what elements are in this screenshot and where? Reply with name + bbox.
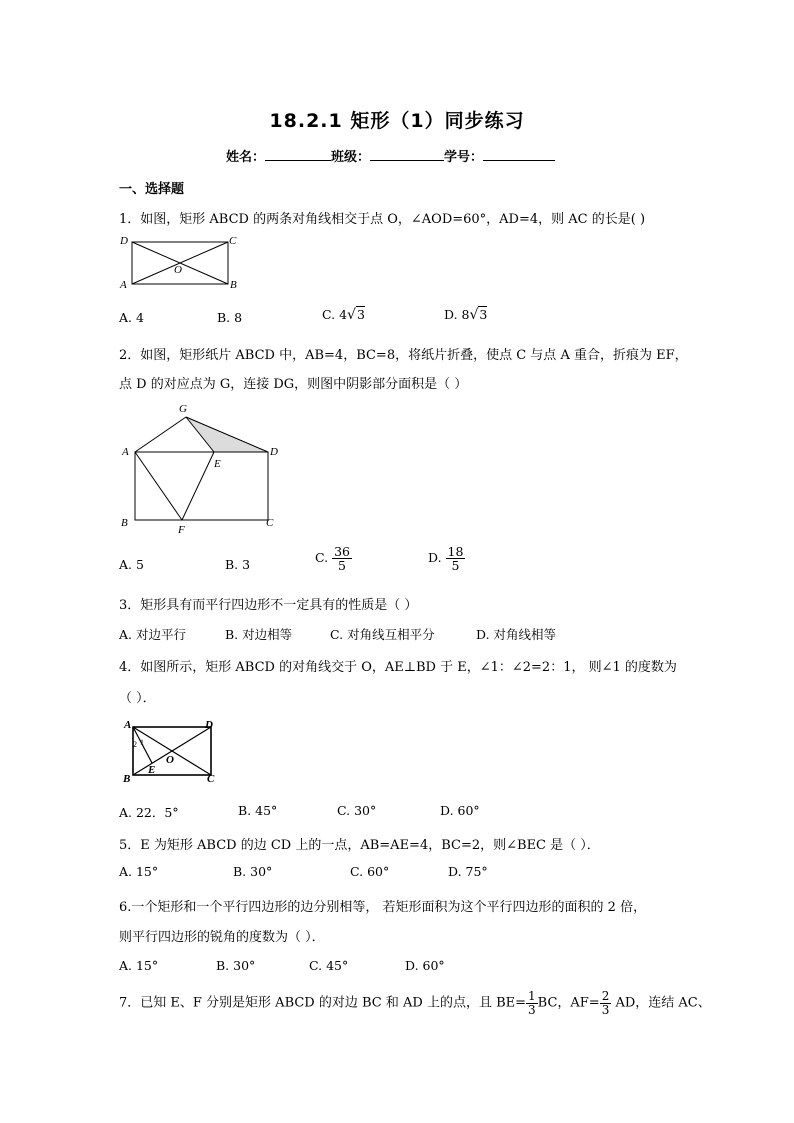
q3-option-d[interactable]: D. 对角线相等 bbox=[476, 627, 557, 642]
q1-option-d[interactable]: D. 8√3 bbox=[444, 307, 488, 323]
fig2-label-g: G bbox=[179, 403, 187, 415]
q5-option-d[interactable]: D. 75° bbox=[448, 864, 488, 879]
q1-option-b[interactable]: B. 8 bbox=[217, 310, 243, 325]
fig1-label-o: O bbox=[174, 264, 182, 276]
fig1-label-b: B bbox=[230, 279, 237, 291]
fig4-label-e: E bbox=[148, 764, 156, 776]
fig2-label-c: C bbox=[266, 517, 274, 529]
question-2-text-line1: 2．如图，矩形纸片 ABCD 中，AB=4，BC=8，将纸片折叠，使点 C 与点 A 重合，折痕为 EF， bbox=[119, 348, 688, 363]
fig4-label-b: B bbox=[123, 773, 131, 785]
q5-option-c[interactable]: C. 60° bbox=[350, 864, 390, 879]
page-title: 18.2.1 矩形（1）同步练习 bbox=[269, 110, 525, 132]
question-2-figure bbox=[116, 400, 286, 536]
fig2-label-b: B bbox=[121, 517, 128, 529]
fig4-label-angle-2: 2 bbox=[133, 740, 137, 749]
fig4-label-o: O bbox=[166, 754, 174, 766]
question-2-text-line2: 点 D 的对应点为 G，连接 DG，则图中阴影部分面积是（ ） bbox=[119, 377, 468, 392]
question-4-text-line1: 4．如图所示，矩形 ABCD 的对角线交于 O，AE⊥BD 于 E，∠1：∠2=2：1， 则∠1 的度数为 bbox=[119, 660, 677, 675]
q6-option-a[interactable]: A. 15° bbox=[119, 958, 159, 973]
q6-option-c[interactable]: C. 45° bbox=[309, 958, 349, 973]
fig1-label-d: D bbox=[120, 235, 128, 247]
class-label: 班级： bbox=[331, 150, 371, 165]
q1-option-d-prefix: D. 8 bbox=[444, 307, 470, 322]
fig4-label-c: C bbox=[207, 773, 215, 785]
name-label: 姓名： bbox=[226, 150, 266, 165]
q6-option-d[interactable]: D. 60° bbox=[405, 958, 445, 973]
question-5-text: 5．E 为矩形 ABCD 的边 CD 上的一点，AB=AE=4，BC=2，则∠BEC 是（ ）． bbox=[119, 838, 600, 853]
fig2-label-a: A bbox=[122, 446, 129, 458]
q4-option-b[interactable]: B. 45° bbox=[238, 803, 278, 818]
q5-option-b[interactable]: B. 30° bbox=[233, 864, 273, 879]
question-4-text-line2: （ ）． bbox=[119, 691, 156, 706]
q1-option-c[interactable]: C. 4√3 bbox=[322, 307, 365, 323]
q1-option-d-radicand: 3 bbox=[479, 307, 488, 322]
q2-option-d[interactable] bbox=[428, 545, 465, 572]
fig2-label-e: E bbox=[214, 458, 221, 470]
q7-text-part1: 7．已知 E、F 分别是矩形 ABCD 的对边 BC 和 AD 上的点，且 BE= bbox=[119, 995, 527, 1011]
question-3-text: 3．矩形具有而平行四边形不一定具有的性质是（ ） bbox=[119, 598, 418, 613]
student-info-line bbox=[226, 146, 555, 165]
question-4-figure bbox=[116, 715, 224, 785]
question-1-figure bbox=[116, 232, 242, 292]
fig1-label-a: A bbox=[120, 279, 127, 291]
q2-option-c-prefix: C. bbox=[315, 550, 329, 566]
fig4-label-d: D bbox=[205, 719, 213, 731]
q1-option-c-radicand: 3 bbox=[356, 307, 365, 322]
q7-frac1-numerator: 1 bbox=[528, 989, 536, 1003]
q4-option-a[interactable]: A. 22．5° bbox=[119, 805, 179, 820]
q5-option-a[interactable]: A. 15° bbox=[119, 864, 159, 879]
q3-option-c[interactable]: C. 对角线互相平分 bbox=[330, 627, 435, 642]
id-blank bbox=[483, 148, 555, 161]
question-6-text-line1: 6.一个矩形和一个平行四边形的边分别相等， 若矩形面积为这个平行四边形的面积的 2 倍， bbox=[119, 900, 647, 915]
q2-option-d-prefix: D. bbox=[428, 550, 442, 566]
class-blank bbox=[370, 148, 444, 161]
name-blank bbox=[265, 148, 331, 161]
question-7-text bbox=[119, 990, 711, 1016]
q7-frac1-denominator: 3 bbox=[528, 1002, 536, 1017]
q7-text-part2: BC，AF= bbox=[537, 995, 600, 1011]
question-6-text-line2: 则平行四边形的锐角的度数为（ ）． bbox=[119, 930, 325, 945]
fig4-label-a: A bbox=[124, 719, 132, 731]
q6-option-b[interactable]: B. 30° bbox=[216, 958, 256, 973]
q2-option-d-numerator: 18 bbox=[447, 544, 464, 559]
section-heading: 一、选择题 bbox=[119, 182, 185, 197]
q4-option-c[interactable]: C. 30° bbox=[337, 803, 377, 818]
q2-option-d-denominator: 5 bbox=[451, 558, 460, 574]
question-1-text: 1．如图，矩形 ABCD 的两条对角线相交于点 O，∠AOD=60°，AD=4，则 AC 的长是( ) bbox=[119, 212, 646, 227]
fig2-label-f: F bbox=[178, 524, 185, 536]
q1-option-c-prefix: C. 4 bbox=[322, 307, 348, 322]
q2-option-c-denominator: 5 bbox=[338, 558, 346, 574]
q7-text-part3: AD，连结 AC、 bbox=[611, 995, 711, 1011]
fig4-label-angle-1: 1 bbox=[140, 738, 144, 747]
q2-option-c[interactable] bbox=[315, 545, 352, 572]
q7-frac2-denominator: 3 bbox=[601, 1002, 610, 1017]
q4-option-d[interactable]: D. 60° bbox=[440, 803, 480, 818]
q2-option-c-numerator: 36 bbox=[334, 544, 350, 559]
q3-option-a[interactable]: A. 对边平行 bbox=[119, 627, 186, 642]
q2-option-a[interactable]: A. 5 bbox=[119, 557, 144, 572]
q3-option-b[interactable]: B. 对边相等 bbox=[225, 627, 293, 642]
q2-option-b[interactable]: B. 3 bbox=[225, 557, 251, 572]
id-label: 学号： bbox=[444, 150, 484, 165]
q1-option-a[interactable]: A. 4 bbox=[119, 310, 144, 325]
fig2-label-d: D bbox=[270, 446, 278, 458]
fig1-label-c: C bbox=[229, 235, 237, 247]
q7-frac2-numerator: 2 bbox=[601, 989, 610, 1003]
